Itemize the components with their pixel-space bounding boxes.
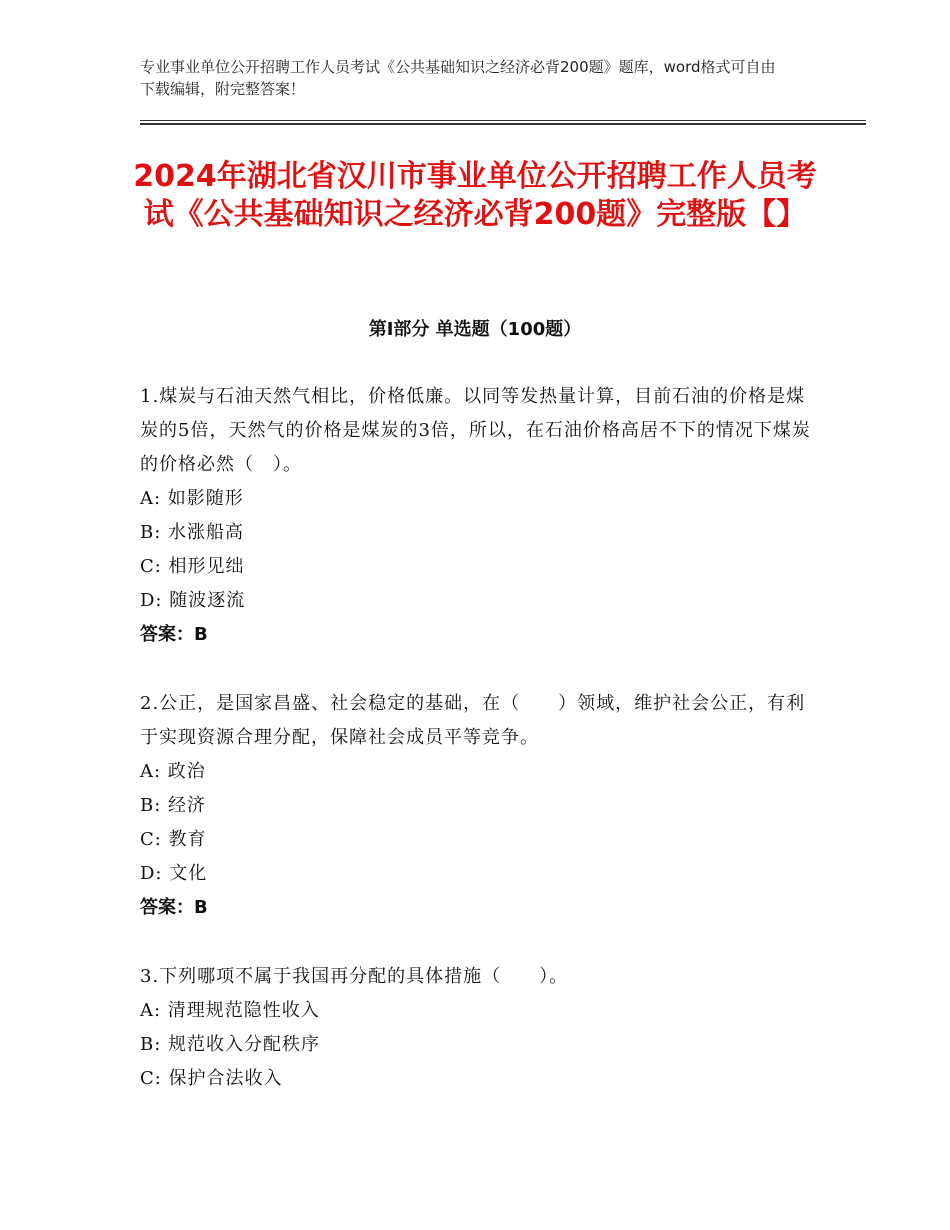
option-b: B: 规范收入分配秩序 bbox=[140, 1034, 321, 1055]
option-c: C: 教育 bbox=[140, 829, 207, 850]
header-note: 专业事业单位公开招聘工作人员考试《公共基础知识之经济必背200题》题库，word格式可自由下载编辑，附完整答案！ bbox=[140, 58, 776, 98]
option-c: C: 保护合法收入 bbox=[140, 1068, 283, 1089]
option-c: C: 相形见绌 bbox=[140, 556, 245, 577]
header-rule-thick bbox=[140, 123, 866, 125]
answer: 答案：B bbox=[140, 624, 208, 645]
question-stem: 1.煤炭与石油天然气相比，价格低廉。以同等发热量计算，目前石油的价格是煤炭的5倍，天然气的价格是煤炭的3倍，所以，在石油价格高居不下的情况下煤炭的价格必然（ ）。 bbox=[140, 386, 811, 475]
option-a: A: 清理规范隐性收入 bbox=[140, 1000, 320, 1021]
answer: 答案：B bbox=[140, 897, 208, 918]
question-stem: 3.下列哪项不属于我国再分配的具体措施（ ）。 bbox=[140, 966, 569, 987]
question-1 bbox=[140, 380, 820, 652]
option-b: B: 水涨船高 bbox=[140, 522, 245, 543]
option-d: D: 随波逐流 bbox=[140, 590, 246, 611]
option-a: A: 如影随形 bbox=[140, 488, 244, 509]
document-title: 2024年湖北省汉川市事业单位公开招聘工作人员考试《公共基础知识之经济必背200题》完整版【】 bbox=[133, 159, 817, 232]
question-stem: 2.公正，是国家昌盛、社会稳定的基础，在（ ）领域，维护社会公正，有利于实现资源合理分配，保障社会成员平等竞争。 bbox=[140, 693, 806, 748]
question-2 bbox=[140, 687, 820, 925]
header-rule-thin bbox=[140, 120, 866, 121]
option-b: B: 经济 bbox=[140, 795, 207, 816]
option-d: D: 文化 bbox=[140, 863, 208, 884]
option-a: A: 政治 bbox=[140, 761, 206, 782]
question-3 bbox=[140, 960, 820, 1096]
section-heading: 第I部分 单选题（100题） bbox=[368, 319, 582, 340]
